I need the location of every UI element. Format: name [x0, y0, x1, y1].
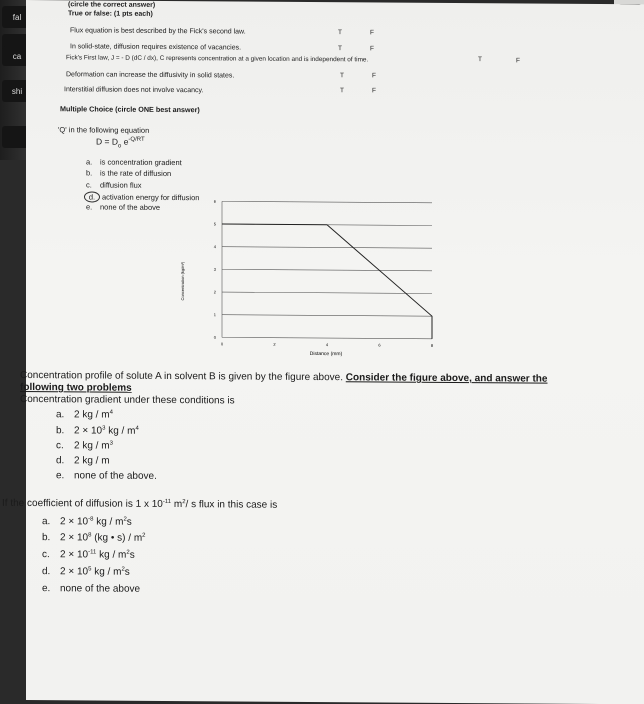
- q2-option-a[interactable]: a. 2 kg / $m^4$: [56, 409, 113, 421]
- q2-option-b[interactable]: b. $2 \times 10^3$ kg / $m^4$: [56, 425, 139, 437]
- instruction-text: (circle the correct answer): [68, 1, 156, 9]
- y-tick-label: 2: [213, 289, 216, 295]
- tf-statement: Fick's First law, J = - D (dC / dx), C represents concentration at a given location and is independent of time.: [66, 54, 369, 64]
- chart-grid: [222, 201, 432, 338]
- q3-option-a[interactable]: a. $2 \times 10^{-8}$ kg / $m^2s$: [42, 516, 132, 528]
- tf-statement: Flux equation is best described by the Fick's second law.: [70, 27, 246, 36]
- y-tick-labels: [214, 199, 217, 340]
- q2-option-e[interactable]: e. none of the above.: [56, 470, 157, 482]
- x-tick-label: 6: [378, 342, 381, 348]
- false-choice[interactable]: F: [370, 29, 374, 37]
- x-tick-label: 4: [325, 342, 329, 348]
- concentration-profile-chart: [176, 191, 436, 363]
- q3-option-c[interactable]: c. $2 \times 10^{-11}$ kg / $m^2s$: [42, 549, 135, 561]
- q1-option-d[interactable]: d. activation energy for diffusion: [84, 191, 199, 203]
- true-choice[interactable]: T: [478, 56, 482, 64]
- x-tick-label: 2: [273, 341, 276, 347]
- x-axis-label: Distance (mm): [309, 350, 343, 358]
- equation-exponent: -Q/RT: [128, 136, 145, 143]
- q1-option-b[interactable]: b. is the rate of diffusion: [86, 168, 172, 179]
- x-tick-label: 0: [220, 341, 224, 347]
- equation-lhs: D = D: [96, 136, 118, 147]
- grid-line: [222, 315, 432, 316]
- y-axis-label: Concentration (kg/m³): [180, 261, 185, 301]
- grid-line: [222, 247, 432, 248]
- q2-prompt: Concentration gradient under these conditions is: [20, 393, 235, 407]
- q3-prompt: If the coefficient of diffusion is 1 x $10^{-11}$ $m^2/$ s flux in this case is: [2, 497, 278, 511]
- q1-option-a[interactable]: a. is concentration gradient: [86, 157, 182, 168]
- grid-line: [222, 201, 432, 202]
- true-choice[interactable]: T: [338, 45, 342, 53]
- true-choice[interactable]: T: [338, 29, 342, 37]
- y-tick-label: 0: [213, 334, 216, 340]
- tf-statement: In solid-state, diffusion requires existence of vacancies.: [70, 43, 242, 52]
- q1-option-e[interactable]: e. none of the above: [86, 202, 161, 212]
- equation-subscript: o: [117, 143, 122, 150]
- false-choice[interactable]: F: [372, 72, 376, 80]
- grid-line: [222, 269, 432, 270]
- y-tick-label: 6: [213, 198, 216, 204]
- keyboard-key: shi: [2, 80, 32, 102]
- q1-option-c[interactable]: c. diffusion flux: [86, 180, 142, 190]
- mc-heading: Multiple Choice (circle ONE best answer): [60, 104, 200, 115]
- false-choice[interactable]: F: [516, 57, 520, 65]
- concentration-line: [222, 224, 432, 339]
- grid-line: [222, 292, 432, 293]
- problem-intro: Concentration profile of solute A in solvent B is given by the figure above. Consider the figure above, and answer the: [20, 369, 548, 385]
- y-tick-label: 3: [213, 266, 216, 272]
- q2-option-c[interactable]: c. 2 kg / $m^3$: [56, 440, 113, 452]
- keyboard-key: ca: [2, 46, 32, 66]
- q3-option-b[interactable]: b. $2 \times 10^8$ (kg • $s) / m^2$: [42, 532, 146, 544]
- problem-intro-continued: following two problems: [20, 381, 132, 394]
- x-tick-label: 8: [430, 342, 434, 348]
- tf-heading: True or false: (1 pts each): [68, 10, 153, 18]
- q2-option-d[interactable]: d. 2 kg / m: [56, 455, 110, 467]
- q3-option-e[interactable]: e. none of the above: [42, 583, 141, 595]
- grid-line: [222, 337, 432, 338]
- tf-statement: Deformation can increase the diffusivity in solid states.: [66, 71, 235, 80]
- false-choice[interactable]: F: [370, 45, 374, 53]
- y-tick-label: 4: [213, 244, 216, 250]
- equation-exp-base: e: [123, 136, 129, 147]
- true-choice[interactable]: T: [340, 72, 344, 80]
- y-tick-label: 5: [213, 221, 216, 227]
- q1-prompt: 'Q' in the following equation: [58, 125, 150, 135]
- true-choice[interactable]: T: [340, 87, 344, 95]
- q3-option-d[interactable]: d. $2 \times 10^5$ kg / $m^2s$: [42, 566, 130, 578]
- keyboard-key: fal: [2, 6, 32, 28]
- q1-equation: [96, 136, 145, 149]
- y-tick-label: 1: [213, 312, 216, 318]
- tf-statement: Interstitial diffusion does not involve vacancy.: [64, 86, 204, 95]
- x-tick-labels: [221, 341, 434, 347]
- false-choice[interactable]: F: [372, 87, 376, 95]
